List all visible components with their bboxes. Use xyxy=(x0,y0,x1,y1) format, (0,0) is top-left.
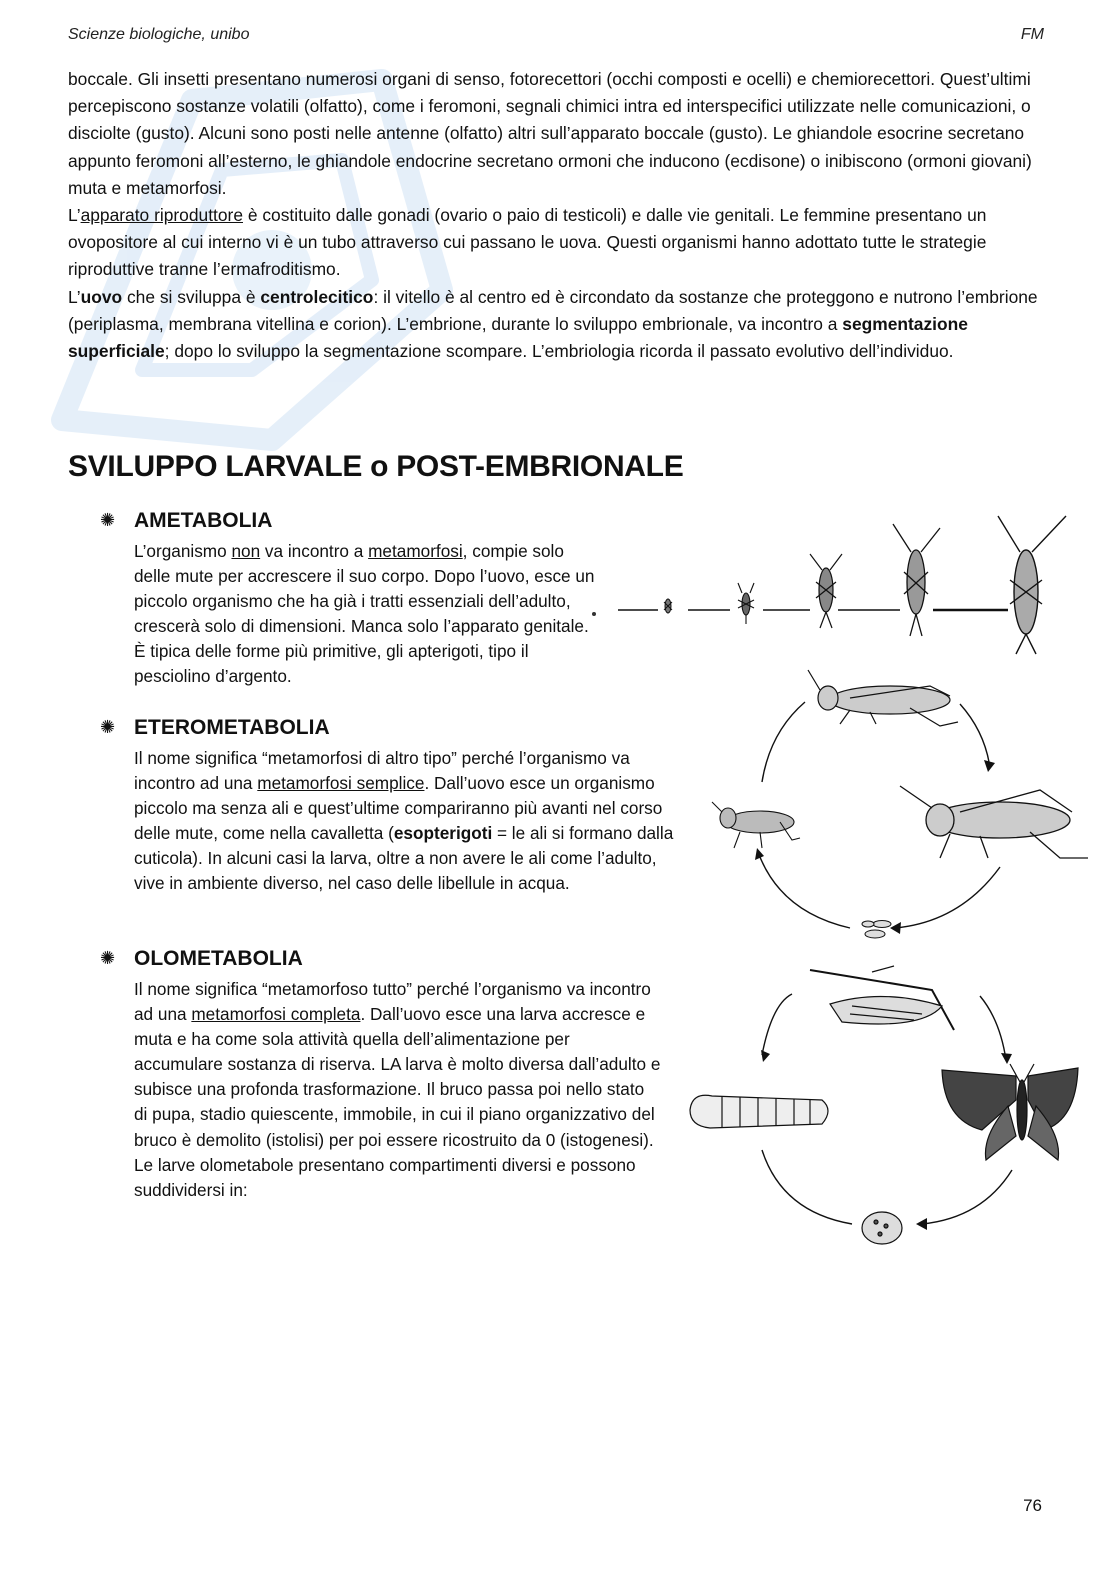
eterometabolia-heading: ✺ ETEROMETABOLIA xyxy=(100,716,330,739)
asterisk-bullet-icon: ✺ xyxy=(100,510,116,530)
grasshopper-cycle-illustration xyxy=(700,662,1100,952)
term-uovo: uovo xyxy=(80,286,123,307)
page-number: 76 xyxy=(1023,1496,1042,1515)
silverfish-growth-illustration xyxy=(588,510,1078,660)
header-initials: FM xyxy=(1020,26,1044,43)
olometabolia-text: Il nome significa “metamorfoso tutto” perché l’organismo va incontro ad una metamorfosi completa. Dall’uovo esce una larva accresce e muta e ha come sola attività quella dell’alimentazione per accumulare sostanza di riserva. LA larva è molto diversa dall’adulto e subisce una profonda trasformazione. Il bruco passa poi nello stato di pupa, stadio quiescente, immobile, in cui il piano organizzativo del bruco è demolito (istolisi) per poi essere ricostruito da 0 (istogenesi). Le larve olometabole presentano compartimenti diversi e possono suddividersi in: xyxy=(134,979,661,1200)
eterometabolia-text: Il nome significa “metamorfosi di altro tipo” perché l’organismo va incontro ad una metamorfosi semplice. Dall’uovo esce un organismo piccolo ma senza ali e quest’ultime compariranno più avanti nel corso delle mute, come nella cavalletta (esopterigoti = le ali si formano dalla cuticola). In alcuni casi la larva, oltre a non avere le ali come l’adulto, vive in ambiente diverso, nel caso delle libellule in acqua. xyxy=(134,748,674,894)
intro-text xyxy=(68,66,1048,365)
asterisk-bullet-icon: ✺ xyxy=(100,948,116,968)
term-centrolecitico: centrolecitico xyxy=(260,286,374,307)
section-title: SVILUPPO LARVALE o POST-EMBRIONALE xyxy=(68,450,684,483)
olometabolia-heading: ✺ OLOMETABOLIA xyxy=(100,947,303,970)
intro-paragraph-egg: L’uovo che si sviluppa è centrolecitico: il vitello è al centro ed è circondato da sostanze che proteggono e nutrono l’embrione (periplasma, membrana vitellina e corion). L’embrione, durante lo sviluppo embrionale, va incontro a segmentazione superficiale; dopo lo sviluppo la segmentazione scompare. L’embriologia ricorda il passato evolutivo dell’individuo. xyxy=(68,286,1038,362)
intro-paragraph-reproduction: L’apparato riproduttore è costituito dalle gonadi (ovario o paio di testicoli) e dalle vie genitali. Le femmine presentano un ovopositore al cui interno vi è un tubo attraverso cui passano le uova. Questi organismi hanno adottato tutte le strategie riproduttive tranne l’ermafroditismo. xyxy=(68,205,987,280)
term-segmentazione-superficiale: segmentazione superficiale xyxy=(68,313,968,362)
ametabolia-heading: ✺ AMETABOLIA xyxy=(100,509,273,532)
butterfly-cycle-illustration xyxy=(682,960,1092,1255)
header-course: Scienze biologiche, unibo xyxy=(68,26,250,43)
ametabolia-text: L’organismo non va incontro a metamorfosi, compie solo delle mute per accrescere il suo corpo. Dopo l’uovo, esce un piccolo organismo che ha già i tratti essenziali dell’adulto, crescerà solo di dimensioni. Manca solo l’apparato genitale. È tipica delle forme più primitive, gli apterigoti, tipo il pesciolino d’argento. xyxy=(134,541,595,687)
asterisk-bullet-icon: ✺ xyxy=(100,717,116,737)
intro-paragraph-senses: boccale. Gli insetti presentano numerosi organi di senso, fotorecettori (occhi composti e ocelli) e chemiorecettori. Quest’ultimi percepiscono sostanze volatili (olfatto), come i feromoni, segnali chimici intra ed interspecifici utilizzate nelle comunicazioni, o disciolte (gusto). Alcuni sono posti nelle antenne (olfatto) altri sull’apparato boccale (gusto). Le ghiandole esocrine secretano appunto feromoni all’esterno, le ghiandole endocrine secretano ormoni che inducono (ecdisone) o inibiscono (ormoni giovani) muta e metamorfosi. xyxy=(68,69,1032,198)
term-apparato-riproduttore: apparato riproduttore xyxy=(80,205,243,226)
